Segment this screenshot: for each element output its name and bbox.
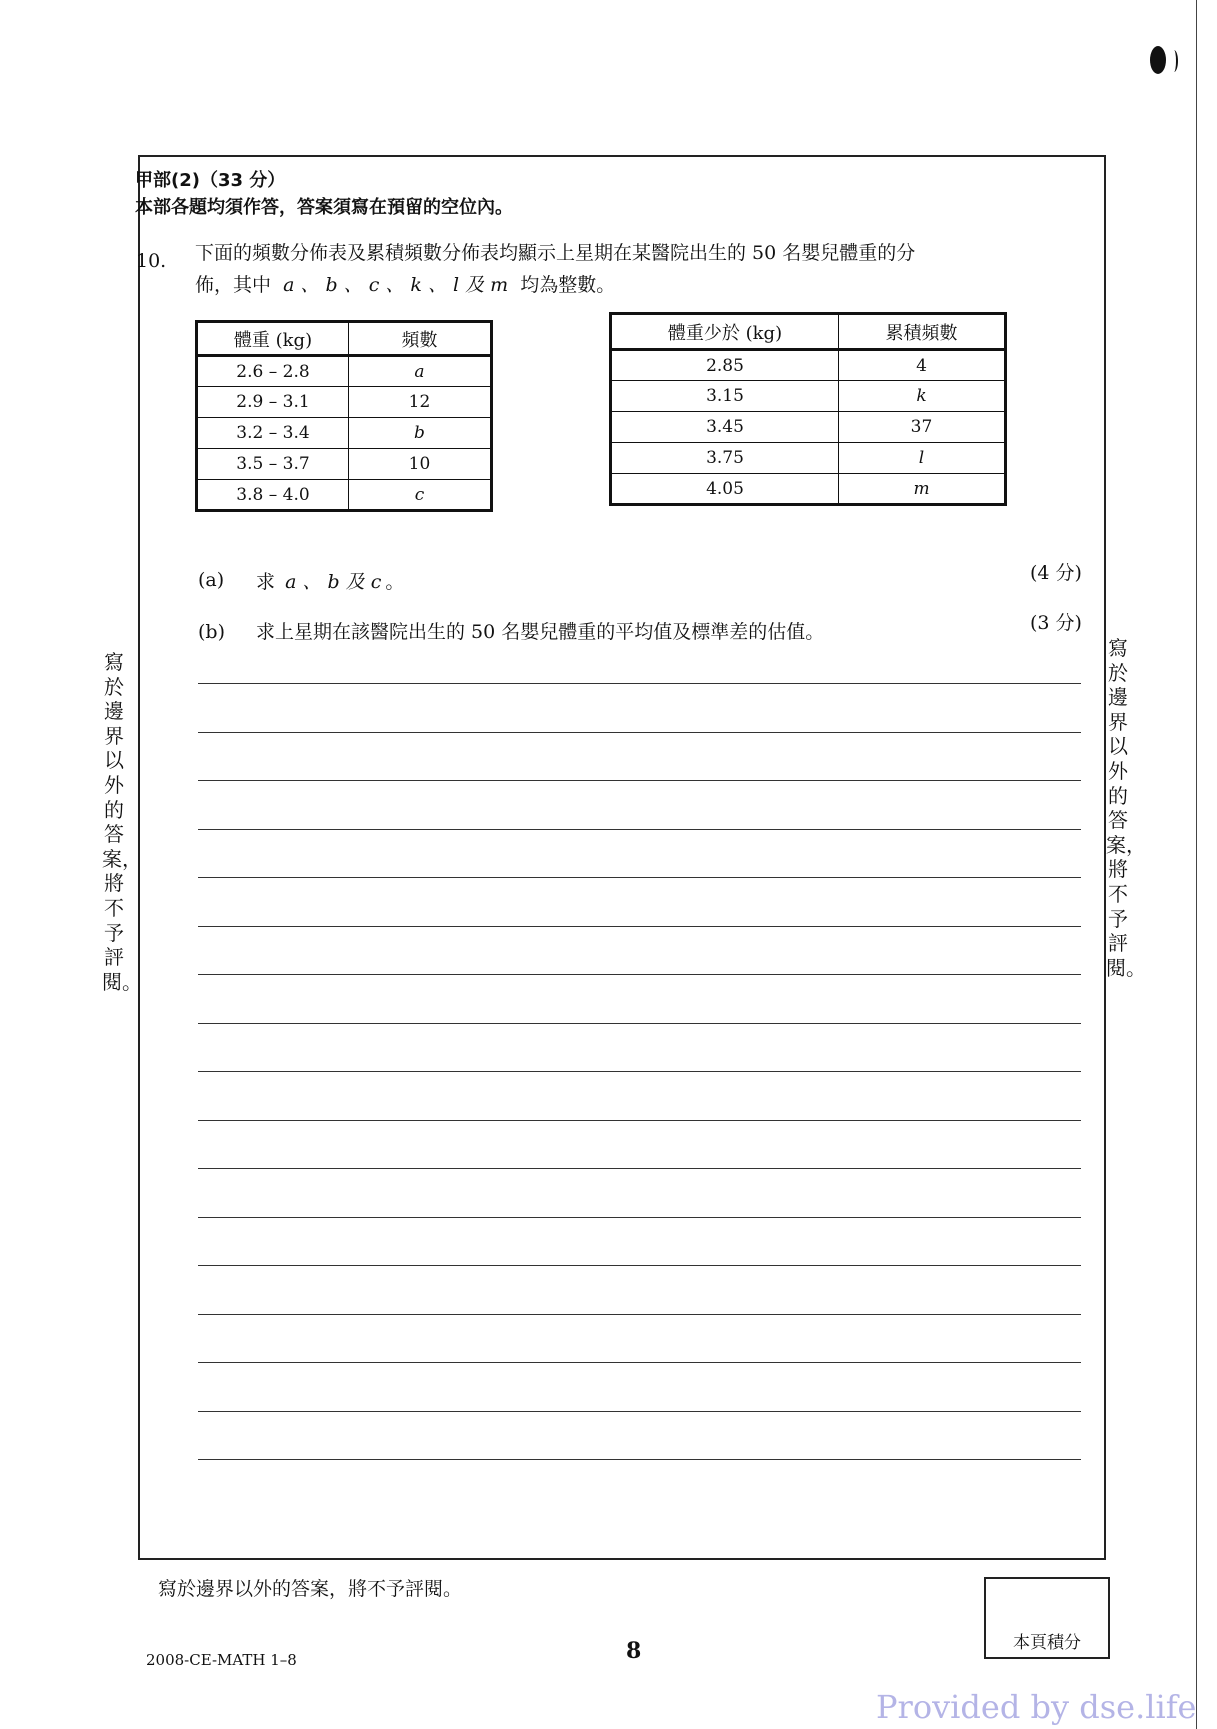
table-cell: 4.05 xyxy=(611,474,839,505)
answer-line xyxy=(198,1120,1081,1121)
part-b-marks: (3 分) xyxy=(1030,612,1082,634)
answer-line xyxy=(198,1362,1081,1363)
answer-line xyxy=(198,1023,1081,1024)
answer-line xyxy=(198,780,1081,781)
frequency-table xyxy=(195,320,493,512)
table-cell: 3.8 – 4.0 xyxy=(197,480,349,511)
registration-mark-arc-icon xyxy=(1170,50,1178,72)
answer-line xyxy=(198,683,1081,684)
table-cell: 3.75 xyxy=(611,443,839,474)
table-cell: 37 xyxy=(839,412,1006,443)
answer-line xyxy=(198,1168,1081,1169)
table-cell: 2.85 xyxy=(611,350,839,381)
question-stem-line1: 下面的頻數分佈表及累積頻數分佈表均顯示上星期在某醫院出生的 50 名嬰兒體重的分 xyxy=(195,242,916,264)
table-cell: 2.9 – 3.1 xyxy=(197,387,349,418)
table-cell: c xyxy=(349,480,492,511)
cum-header-weight: 體重少於 (kg) xyxy=(611,314,839,350)
table-cell: k xyxy=(839,381,1006,412)
stem-suffix: 均為整數。 xyxy=(520,274,616,296)
registration-mark-icon xyxy=(1150,46,1166,74)
bottom-margin-note: 寫於邊界以外的答案，將不予評閱。 xyxy=(158,1578,463,1600)
section-title: 甲部(2)（33 分） xyxy=(135,170,286,191)
question-stem-line2 xyxy=(195,270,615,297)
table-cell: 3.5 – 3.7 xyxy=(197,449,349,480)
table-cell: 3.2 – 3.4 xyxy=(197,418,349,449)
scan-edge-line xyxy=(1196,0,1197,1729)
answer-line xyxy=(198,732,1081,733)
part-a-label: (a) xyxy=(198,569,225,591)
watermark: Provided by dse.life xyxy=(876,1688,1197,1726)
answer-line xyxy=(198,829,1081,830)
freq-header-frequency: 頻數 xyxy=(349,322,492,356)
cumulative-frequency-table xyxy=(609,312,1007,506)
part-a-prefix: 求 xyxy=(256,571,276,593)
page-score-label: 本頁積分 xyxy=(1013,1633,1081,1653)
table-cell: l xyxy=(839,443,1006,474)
paper-code: 2008-CE-MATH 1–8 xyxy=(146,1651,297,1669)
page-number: 8 xyxy=(626,1638,642,1664)
part-a-marks: (4 分) xyxy=(1030,562,1082,584)
question-number: 10. xyxy=(136,250,167,272)
answer-line xyxy=(198,974,1081,975)
answer-line xyxy=(198,1411,1081,1412)
part-a-variables: a 、 b 及 c xyxy=(285,571,382,593)
part-b-label: (b) xyxy=(198,621,225,643)
table-cell: a xyxy=(349,356,492,387)
answer-line xyxy=(198,877,1081,878)
table-cell: 3.15 xyxy=(611,381,839,412)
stem-variables: a 、 b 、 c 、 k 、 l 及 m xyxy=(283,274,509,296)
table-cell: m xyxy=(839,474,1006,505)
table-cell: b xyxy=(349,418,492,449)
answer-line xyxy=(198,926,1081,927)
stem-prefix: 佈，其中 xyxy=(195,274,272,296)
right-margin-note: 寫於邊界以外的答案，將不予評閱。 xyxy=(1106,636,1146,980)
table-cell: 2.6 – 2.8 xyxy=(197,356,349,387)
table-cell: 12 xyxy=(349,387,492,418)
left-margin-note: 寫於邊界以外的答案，將不予評閱。 xyxy=(102,650,142,994)
answer-line xyxy=(198,1071,1081,1072)
table-cell: 3.45 xyxy=(611,412,839,443)
table-cell: 4 xyxy=(839,350,1006,381)
section-instruction: 本部各題均須作答，答案須寫在預留的空位內。 xyxy=(135,197,513,218)
cum-header-frequency: 累積頻數 xyxy=(839,314,1006,350)
part-b-text: 求上星期在該醫院出生的 50 名嬰兒體重的平均值及標準差的估值。 xyxy=(256,621,825,643)
part-a-text xyxy=(256,567,404,594)
answer-line xyxy=(198,1265,1081,1266)
answer-line xyxy=(198,1217,1081,1218)
freq-header-weight: 體重 (kg) xyxy=(197,322,349,356)
answer-line xyxy=(198,1459,1081,1460)
part-a-suffix: 。 xyxy=(385,571,405,593)
answer-line xyxy=(198,1314,1081,1315)
table-cell: 10 xyxy=(349,449,492,480)
